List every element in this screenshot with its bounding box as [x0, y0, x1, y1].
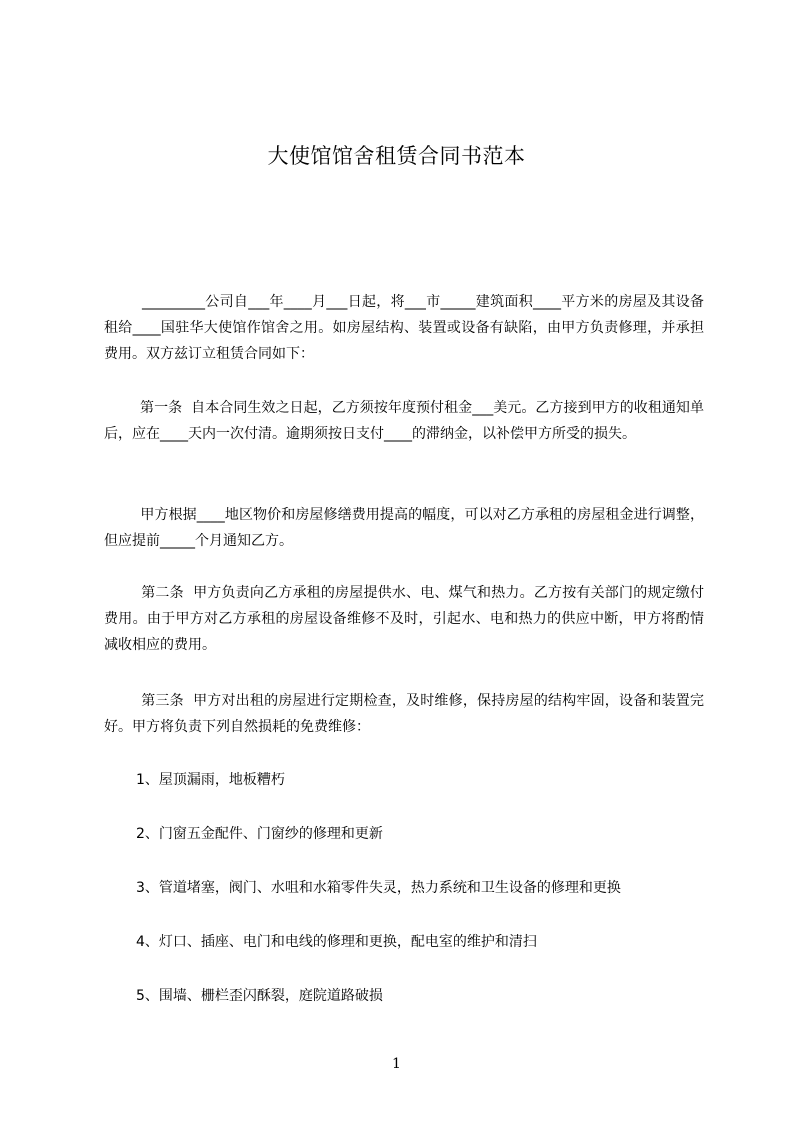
page-number: 1 — [392, 1056, 401, 1072]
paragraph-article-3: 第三条 甲方对出租的房屋进行定期检查，及时维修，保持房屋的结构牢固，设备和装置完好。甲方将负责下列自然损耗的免费维修： — [104, 693, 704, 735]
list-item: 1、屋顶漏雨，地板糟朽 — [136, 772, 285, 788]
list-item: 3、管道堵塞，阀门、水咀和水箱零件失灵，热力系统和卫生设备的修理和更换 — [136, 880, 621, 896]
paragraph-article-2: 第二条 甲方负责向乙方承租的房屋提供水、电、煤气和热力。乙方按有关部门的规定缴付费用。由于甲方对乙方承租的房屋设备维修不及时，引起水、电和热力的供应中断，甲方将酌情减收相应的费用。 — [104, 585, 704, 653]
paragraph-rent-adjustment: 甲方根据____地区物价和房屋修缮费用提高的幅度，可以对乙方承租的房屋租金进行调整，但应提前_____个月通知乙方。 — [104, 507, 704, 549]
list-item: 4、灯口、插座、电门和电线的修理和更换，配电室的维护和清扫 — [136, 934, 537, 950]
paragraph-article-1: 第一条 自本合同生效之日起，乙方须按年度预付租金___美元。乙方接到甲方的收租通知单后，应在____天内一次付清。逾期须按日支付____的滞纳金，以补偿甲方所受的损失。 — [104, 400, 704, 442]
list-item: 2、门窗五金配件、门窗纱的修理和更新 — [136, 826, 383, 842]
paragraph-intro: _________公司自___年____月___日起，将___市_____建筑面积____平方米的房屋及其设备租给____国驻华大使馆作馆舍之用。如房屋结构、装置或设备有缺陷，由甲方负责修理，并承担费用。双方兹订立租赁合同如下： — [104, 294, 704, 362]
document-title: 大使馆馆舍租赁合同书范本 — [267, 144, 526, 168]
list-item: 5、围墙、栅栏歪闪酥裂，庭院道路破损 — [136, 988, 383, 1004]
